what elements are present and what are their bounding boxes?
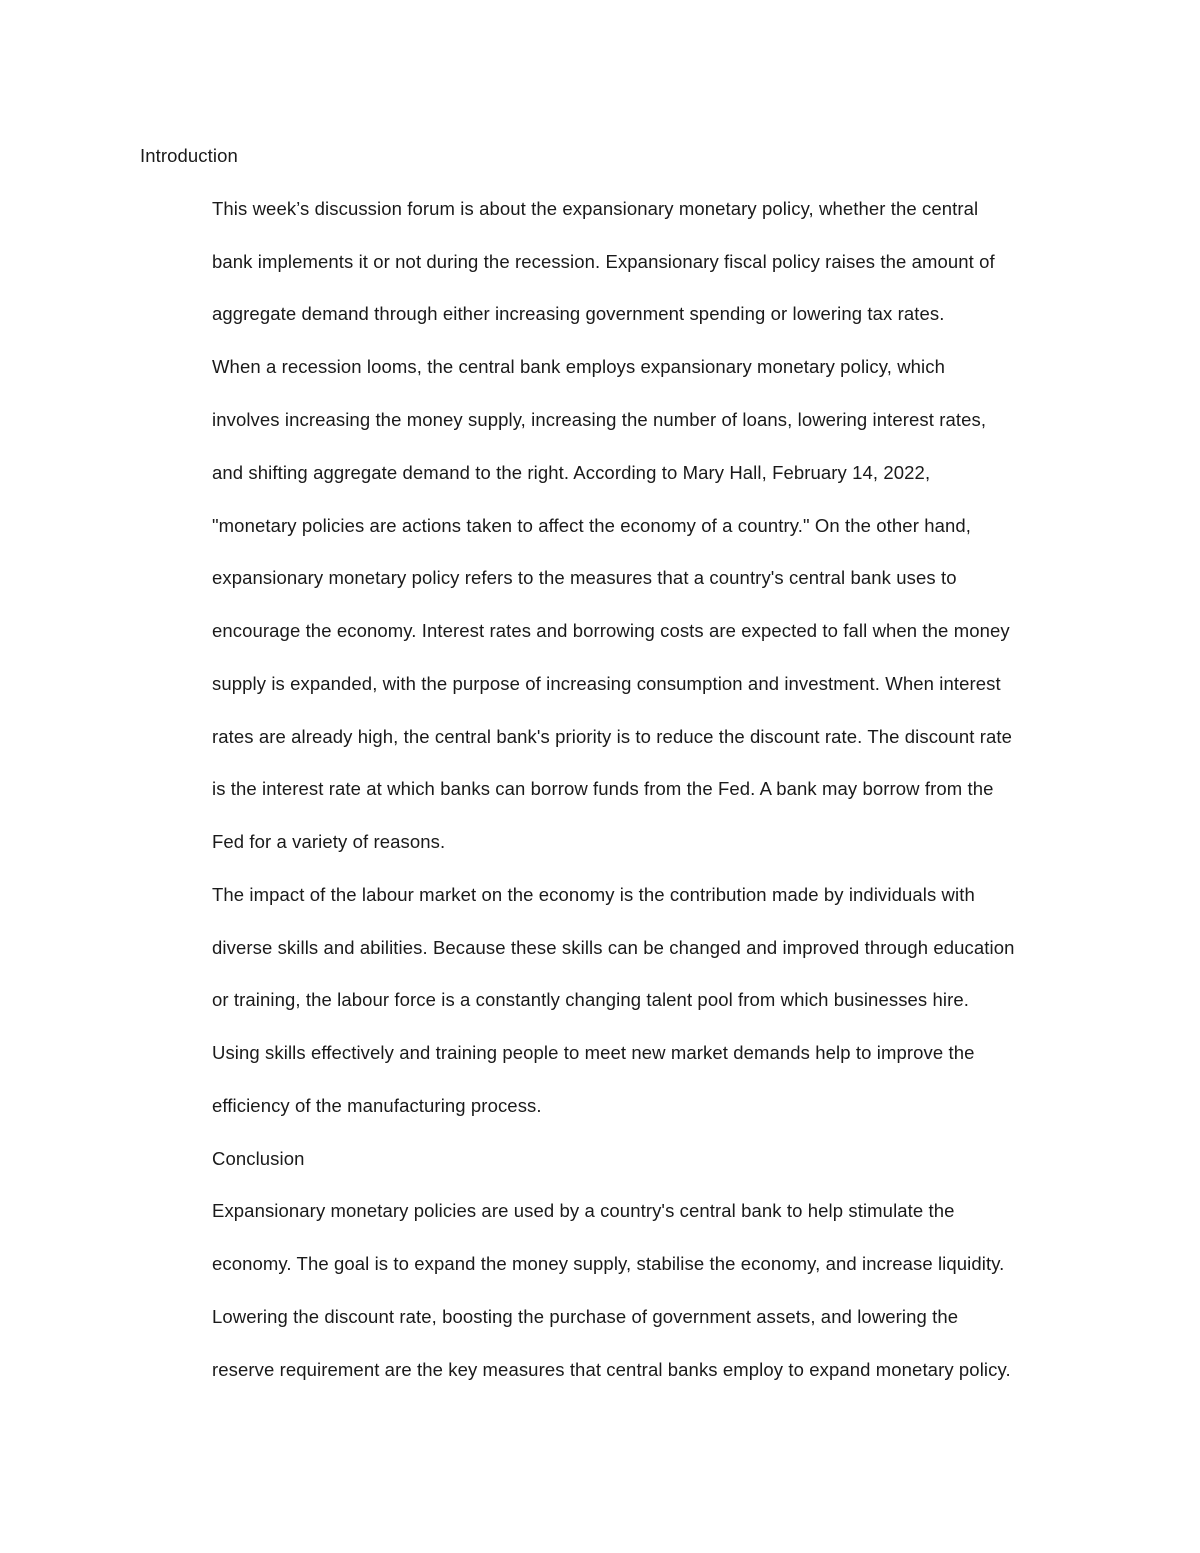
text-line: The impact of the labour market on the economy is the contribution made by individuals with [212,884,975,905]
text-line: "monetary policies are actions taken to affect the economy of a country." On the other hand, [212,515,971,536]
text-line: diverse skills and abilities. Because these skills can be changed and improved through education [212,937,1015,958]
text-line: Lowering the discount rate, boosting the purchase of government assets, and lowering the [212,1306,959,1327]
text-line: is the interest rate at which banks can borrow funds from the Fed. A bank may borrow from the [212,778,994,799]
text-line: and shifting aggregate demand to the right. According to Mary Hall, February 14, 2022, [212,462,931,483]
text-line: Fed for a variety of reasons. [212,831,446,852]
text-line: This week’s discussion forum is about the expansionary monetary policy, whether the central [212,198,979,219]
introduction-heading: Introduction [140,145,238,166]
text-line: aggregate demand through either increasing government spending or lowering tax rates. [212,303,945,324]
text-line: expansionary monetary policy refers to the measures that a country's central bank uses to [212,567,957,588]
text-line: involves increasing the money supply, increasing the number of loans, lowering interest rates, [212,409,987,430]
text-line: When a recession looms, the central bank employs expansionary monetary policy, which [212,356,945,377]
text-line: rates are already high, the central bank's priority is to reduce the discount rate. The discount rate [212,726,1012,747]
text-line: economy. The goal is to expand the money supply, stabilise the economy, and increase liquidity. [212,1253,1005,1274]
text-line: encourage the economy. Interest rates and borrowing costs are expected to fall when the money [212,620,1010,641]
conclusion-heading: Conclusion [212,1148,305,1169]
text-line: reserve requirement are the key measures that central banks employ to expand monetary policy. [212,1359,1011,1380]
text-line: bank implements it or not during the recession. Expansionary fiscal policy raises the amount of [212,251,995,272]
text-line: efficiency of the manufacturing process. [212,1095,542,1116]
text-line: Using skills effectively and training people to meet new market demands help to improve the [212,1042,975,1063]
text-line: Expansionary monetary policies are used by a country's central bank to help stimulate the [212,1200,955,1221]
text-line: supply is expanded, with the purpose of increasing consumption and investment. When interest [212,673,1001,694]
text-line: or training, the labour force is a constantly changing talent pool from which businesses hire. [212,989,970,1010]
